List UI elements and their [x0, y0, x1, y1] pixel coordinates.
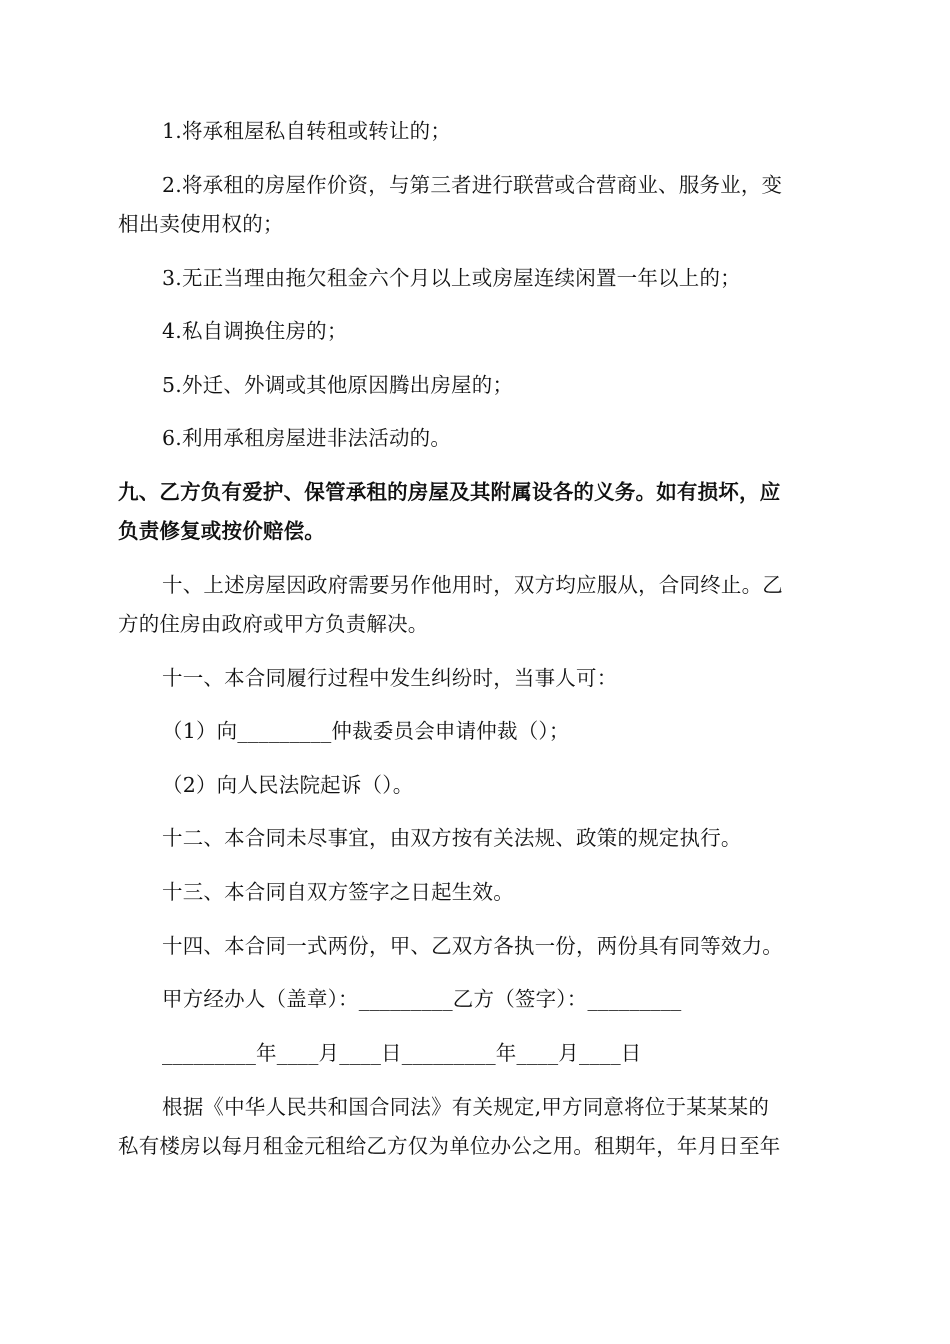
clause-twelve: 十二、本合同未尽事宜，由双方按有关法规、政策的规定执行。	[162, 826, 742, 850]
clause-item-6: 6.利用承租房屋进非法活动的。	[162, 426, 452, 450]
dispute-option-court: （2）向人民法院起诉（）。	[162, 773, 414, 797]
clause-nine-heading-continued: 负责修复或按价赔偿。	[118, 519, 325, 543]
clause-eleven: 十一、本合同履行过程中发生纠纷时，当事人可：	[162, 666, 618, 690]
clause-item-5: 5.外迁、外调或其他原因腾出房屋的；	[162, 373, 514, 397]
lease-paragraph: 根据《中华人民共和国合同法》有关规定,甲方同意将位于某某某的	[162, 1095, 770, 1119]
clause-item-4: 4.私自调换住房的；	[162, 319, 348, 343]
clause-item-3: 3.无正当理由拖欠租金六个月以上或房屋连续闲置一年以上的；	[162, 266, 741, 290]
signature-line: 甲方经办人（盖章）：_________乙方（签字）：_________	[162, 987, 682, 1011]
dispute-option-arbitration: （1）向_________仲裁委员会申请仲裁（）；	[162, 719, 570, 743]
clause-fourteen: 十四、本合同一式两份，甲、乙双方各执一份，两份具有同等效力。	[162, 934, 783, 958]
lease-paragraph-continued: 私有楼房以每月租金元租给乙方仅为单位办公之用。租期年，年月日至年	[118, 1134, 781, 1158]
clause-ten: 十、上述房屋因政府需要另作他用时，双方均应服从，合同终止。乙	[162, 573, 783, 597]
clause-ten-continued: 方的住房由政府或甲方负责解决。	[118, 612, 429, 636]
clause-nine-heading: 九、乙方负有爱护、保管承租的房屋及其附属设各的义务。如有损坏，应	[118, 480, 781, 504]
clause-thirteen: 十三、本合同自双方签字之日起生效。	[162, 880, 514, 904]
date-line: _________年____月____日_________年____月____日	[162, 1041, 642, 1065]
clause-item-2-continued: 相出卖使用权的；	[118, 212, 284, 236]
clause-item-1: 1.将承租屋私自转租或转让的；	[162, 119, 452, 143]
clause-item-2: 2.将承租的房屋作价资，与第三者进行联营或合营商业、服务业，变	[162, 173, 783, 197]
